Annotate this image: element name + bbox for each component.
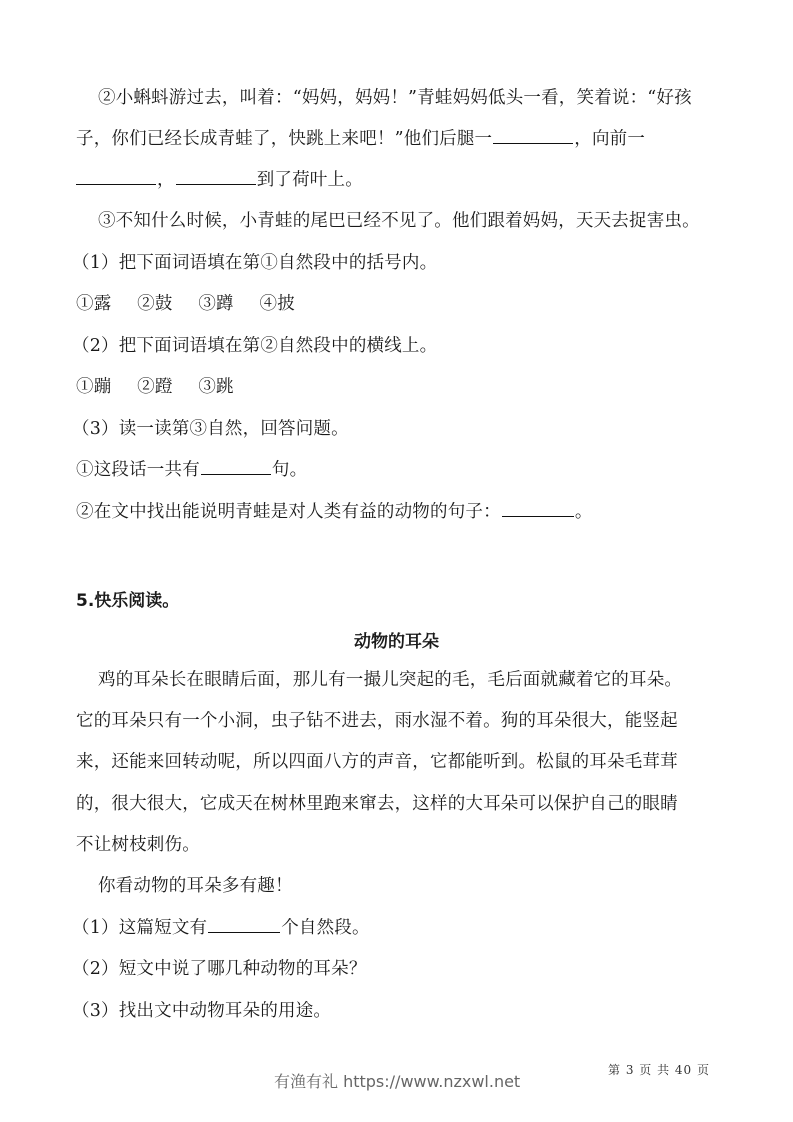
text: 句。 — [271, 460, 308, 480]
site-watermark: 有渔有礼 https://www.nzxwl.net — [274, 1072, 521, 1091]
option: ②蹬 — [137, 377, 173, 397]
option: ③跳 — [198, 377, 234, 397]
article-line: 不让树枝刺伤。 — [76, 835, 200, 855]
question-3-sub-2 — [76, 500, 593, 524]
fill-blank[interactable] — [201, 458, 271, 475]
question-2-options — [76, 375, 254, 399]
article-line: 你看动物的耳朵多有趣！ — [98, 876, 293, 896]
paragraph-2-line-1: ②小蝌蚪游过去，叫着：“妈妈，妈妈！”青蛙妈妈低头一看，笑着说：“好孩 — [98, 88, 692, 108]
text: 。 — [574, 502, 593, 522]
text: ， — [157, 170, 175, 190]
article-title: 动物的耳朵 — [354, 632, 439, 652]
fill-blank[interactable] — [76, 168, 156, 185]
reading-question-2: （2）短文中说了哪几种动物的耳朵？ — [72, 959, 367, 979]
text: 子，你们已经长成青蛙了，快跳上来吧！”他们后腿一 — [76, 129, 493, 149]
option: ④披 — [259, 294, 295, 314]
question-3: （3）读一读第③自然，回答问题。 — [72, 419, 349, 439]
paragraph-2-line-2 — [76, 127, 645, 151]
section-heading: 5.快乐阅读。 — [76, 591, 180, 611]
text: ②在文中找出能说明青蛙是对人类有益的动物的句子： — [76, 502, 501, 522]
option: ②鼓 — [137, 294, 173, 314]
option: ①露 — [76, 294, 112, 314]
article-line: 它的耳朵只有一个小洞，虫子钻不进去，雨水湿不着。狗的耳朵很大，能竖起 — [76, 711, 678, 731]
option: ①蹦 — [76, 377, 112, 397]
text: ，向前一 — [574, 129, 646, 149]
text: ①这段话一共有 — [76, 460, 200, 480]
reading-question-3: （3）找出文中动物耳朵的用途。 — [72, 1001, 332, 1021]
text: 个自然段。 — [281, 918, 370, 938]
page-number: 第 3 页 共 40 页 — [608, 1063, 710, 1077]
paragraph-2-line-3 — [76, 168, 363, 192]
option: ③蹲 — [198, 294, 234, 314]
article-line: 的，很大很大，它成天在树林里跑来窜去，这样的大耳朵可以保护自己的眼睛 — [76, 794, 678, 814]
question-2: （2）把下面词语填在第②自然段中的横线上。 — [72, 336, 438, 356]
fill-blank[interactable] — [493, 127, 573, 144]
question-3-sub-1 — [76, 458, 307, 482]
article-line: 来，还能来回转动呢，所以四面八方的声音，它都能听到。松鼠的耳朵毛茸茸 — [76, 752, 678, 772]
fill-blank[interactable] — [208, 916, 280, 933]
question-1: （1）把下面词语填在第①自然段中的括号内。 — [72, 253, 438, 273]
passage-paragraph-3: ③不知什么时候，小青蛙的尾巴已经不见了。他们跟着妈妈，天天去捉害虫。 — [98, 211, 700, 231]
fill-blank[interactable] — [176, 168, 256, 185]
text: （1）这篇短文有 — [72, 918, 208, 938]
article-line: 鸡的耳朵长在眼睛后面，那儿有一撮儿突起的毛，毛后面就藏着它的耳朵。 — [98, 670, 683, 690]
question-1-options — [76, 292, 315, 316]
fill-blank[interactable] — [502, 500, 574, 517]
text: 到了荷叶上。 — [256, 170, 363, 190]
reading-question-1 — [72, 916, 370, 940]
